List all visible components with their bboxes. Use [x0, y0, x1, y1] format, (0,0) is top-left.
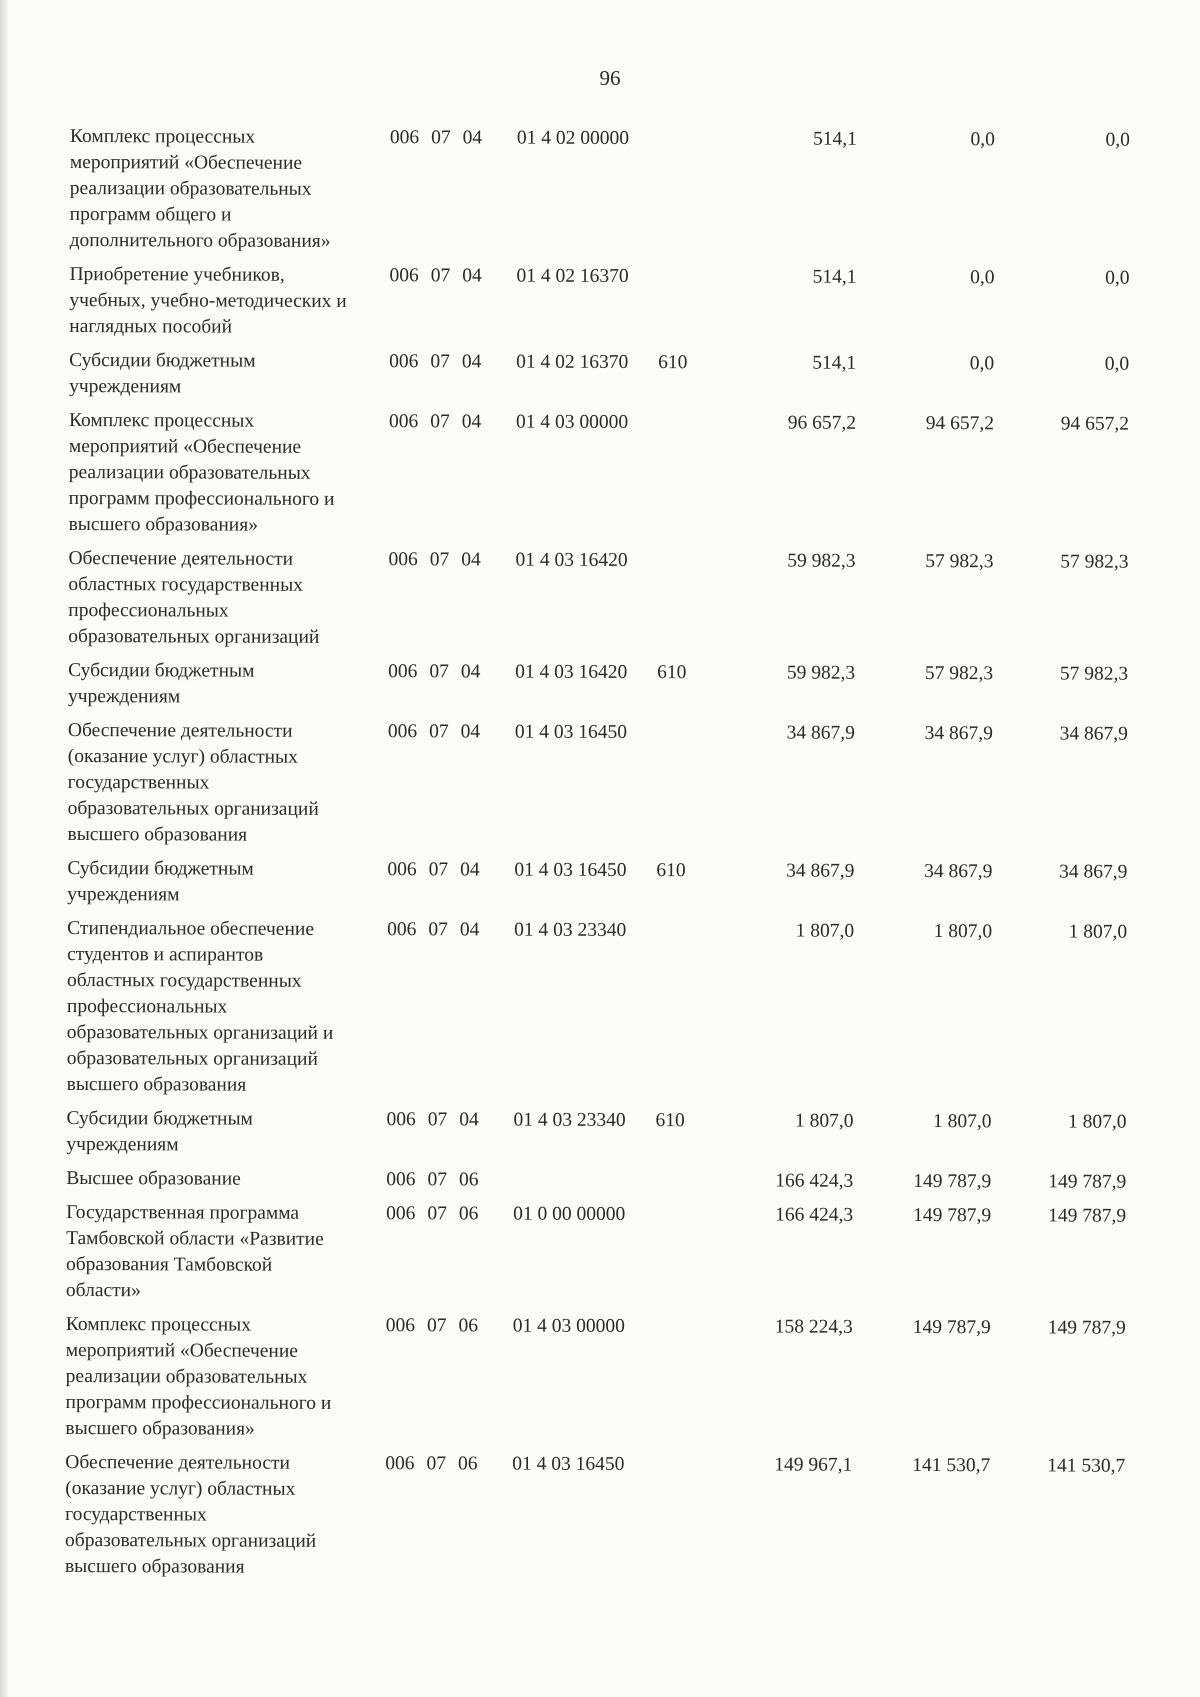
row-codes [386, 1107, 513, 1159]
table-row [68, 546, 1158, 654]
amount-year-2: 0,0 [970, 129, 995, 151]
section-code: 07 [430, 265, 451, 287]
amount-year-3: 1 807,0 [1067, 1111, 1127, 1133]
amount-year-1: 166 424,3 [775, 1204, 854, 1226]
expense-type-code [654, 1314, 712, 1444]
section-code: 07 [428, 919, 448, 941]
subsection-code: 04 [461, 549, 481, 571]
section-code: 07 [430, 351, 450, 373]
row-codes [386, 1167, 513, 1193]
expense-type-code: 610 [656, 860, 686, 882]
amount-year-3: 141 530,7 [1047, 1455, 1126, 1477]
subsection-code: 04 [459, 1109, 479, 1131]
amount-year-2: 57 982,3 [925, 550, 994, 573]
target-article-code: 01 4 03 16450 [514, 721, 628, 743]
amount-year-3: 34 867,9 [1059, 723, 1128, 745]
section-code: 07 [427, 1203, 447, 1225]
amount-year-3: 57 982,3 [1059, 663, 1129, 685]
amount-year-1: 514,1 [812, 352, 857, 374]
table-row [65, 1312, 1155, 1446]
section-code: 07 [427, 1109, 448, 1131]
expense-type-code: 610 [658, 352, 688, 374]
expense-type-code [655, 1202, 713, 1306]
row-codes [385, 1313, 512, 1443]
row-name: Приобретение учебников, учебных, учебно-методических и наглядных пособий [69, 263, 347, 338]
expense-type-code [656, 720, 714, 850]
grbs-code: 006 [388, 661, 418, 683]
row-codes [385, 1451, 512, 1581]
target-article-code: 01 4 03 23340 [514, 919, 627, 941]
amount-year-2: 57 982,3 [924, 662, 994, 685]
grbs-code: 006 [389, 265, 419, 287]
table-row [69, 262, 1159, 344]
expense-type-code: 610 [655, 1110, 685, 1132]
expense-type-code [654, 1452, 712, 1582]
row-codes [388, 659, 515, 711]
grbs-code: 006 [385, 1315, 416, 1337]
expense-type-code [656, 918, 715, 1100]
amount-year-1: 34 867,9 [786, 722, 855, 744]
amount-year-2: 94 657,2 [925, 412, 994, 435]
section-code: 07 [431, 127, 451, 149]
grbs-code: 006 [388, 549, 418, 571]
expense-type-code [659, 126, 717, 256]
row-name: Обеспечение деятельности областных государственных профессиональных образовательных организаций [68, 547, 320, 648]
section-code: 07 [427, 1315, 447, 1337]
table-row [68, 658, 1158, 714]
amount-year-2: 1 807,0 [933, 921, 993, 943]
section-code: 07 [429, 661, 449, 683]
amount-year-3: 149 787,9 [1048, 1171, 1127, 1193]
grbs-code: 006 [387, 721, 418, 743]
table-row [66, 1166, 1156, 1196]
subsection-code: 04 [462, 265, 482, 287]
target-article-code: 01 4 03 23340 [513, 1109, 626, 1131]
row-codes [389, 263, 516, 341]
table-row [69, 408, 1159, 542]
target-article-code: 01 4 03 00000 [512, 1315, 625, 1337]
amount-year-1: 96 657,2 [787, 412, 856, 434]
row-name: Субсидии бюджетным учреждениям [67, 659, 255, 708]
amount-year-1: 514,1 [813, 128, 857, 150]
subsection-code: 04 [460, 721, 481, 743]
target-article-code: 01 4 03 16420 [515, 661, 628, 683]
amount-year-2: 34 867,9 [924, 860, 993, 883]
target-article-code: 01 4 03 16450 [514, 859, 627, 881]
row-name: Субсидии бюджетным учреждениям [69, 349, 256, 398]
expense-type-code [658, 264, 716, 342]
grbs-code: 006 [388, 411, 419, 433]
table-row [66, 1106, 1156, 1162]
row-name: Обеспечение деятельности (оказание услуг) областных государственных образовательных организаций высшего образования [64, 1451, 317, 1578]
subsection-code: 04 [462, 127, 483, 149]
amount-year-1: 1 807,0 [795, 920, 855, 942]
row-name: Субсидии бюджетным учреждениям [66, 1107, 253, 1156]
expense-type-code: 610 [657, 662, 687, 684]
amount-year-2: 149 787,9 [912, 1316, 991, 1339]
amount-year-1: 158 224,3 [774, 1316, 853, 1338]
amount-year-1: 59 982,3 [786, 662, 856, 684]
subsection-code: 04 [459, 919, 480, 941]
grbs-code: 006 [385, 1453, 415, 1475]
section-code: 07 [429, 549, 450, 571]
target-article-code: 01 4 03 16420 [515, 549, 628, 571]
amount-year-2: 141 530,7 [912, 1454, 991, 1477]
row-name: Комплекс процессных мероприятий «Обеспечение реализации образовательных программ профессионального и высшего образования» [68, 409, 335, 536]
expense-type-code [658, 410, 716, 540]
row-name: Стипендиальное обеспечение студентов и аспирантов областных государственных профессиональных образовательных организаций и образовательных организаций высшего образования [66, 917, 334, 1096]
row-codes [389, 349, 516, 401]
grbs-code: 006 [389, 351, 419, 373]
subsection-code: 04 [461, 351, 482, 373]
section-code: 07 [429, 721, 449, 743]
target-article-code: 01 4 02 00000 [516, 127, 630, 149]
amount-year-3: 34 867,9 [1059, 861, 1128, 883]
row-name: Комплекс процессных мероприятий «Обеспечение реализации образовательных программ общего и дополнительного образования» [69, 125, 331, 252]
amount-year-1: 149 967,1 [774, 1454, 853, 1476]
target-article-code: 01 4 02 16370 [516, 351, 629, 373]
target-article-code: 01 4 03 16450 [512, 1453, 625, 1475]
row-codes [386, 1201, 513, 1305]
grbs-code: 006 [386, 1203, 416, 1225]
target-article-code: 01 0 00 00000 [513, 1203, 626, 1225]
subsection-code: 06 [458, 1315, 479, 1337]
amount-year-1: 59 982,3 [787, 550, 856, 572]
subsection-code: 06 [459, 1169, 479, 1191]
row-codes [388, 547, 515, 651]
row-codes [390, 125, 517, 255]
budget-table [65, 124, 1160, 1592]
amount-year-2: 34 867,9 [924, 722, 993, 745]
row-name: Субсидии бюджетным учреждениям [67, 857, 254, 906]
section-code: 07 [428, 859, 449, 881]
table-row [65, 1450, 1155, 1584]
subsection-code: 06 [458, 1203, 479, 1225]
row-codes [387, 857, 514, 909]
row-codes [387, 917, 515, 1099]
expense-type-code [657, 548, 715, 652]
amount-year-1: 166 424,3 [775, 1170, 854, 1192]
subsection-code: 06 [458, 1453, 478, 1475]
row-codes [389, 409, 516, 539]
grbs-code: 006 [387, 859, 417, 881]
target-article-code: 01 4 02 16370 [516, 265, 629, 287]
expense-type-code [655, 1168, 713, 1194]
amount-year-1: 1 807,0 [794, 1110, 854, 1132]
amount-year-2: 0,0 [969, 353, 995, 375]
row-name: Государственная программа Тамбовской области «Развитие образования Тамбовской области» [65, 1201, 324, 1302]
target-article-code: 01 4 03 00000 [515, 411, 629, 433]
table-row [70, 124, 1160, 258]
grbs-code: 006 [386, 1169, 416, 1191]
table-row [67, 856, 1157, 912]
table-row [67, 916, 1158, 1102]
amount-year-3: 149 787,9 [1047, 1317, 1126, 1339]
amount-year-3: 0,0 [1104, 353, 1130, 375]
amount-year-2: 0,0 [970, 267, 995, 289]
page-number: 96 [599, 66, 621, 90]
amount-year-3: 149 787,9 [1048, 1205, 1127, 1227]
subsection-code: 04 [460, 859, 480, 881]
amount-year-3: 0,0 [1105, 129, 1130, 151]
section-code: 07 [426, 1453, 447, 1475]
grbs-code: 006 [389, 127, 420, 149]
amount-year-1: 514,1 [812, 266, 857, 288]
section-code: 07 [427, 1169, 448, 1191]
grbs-code: 006 [386, 1109, 416, 1131]
amount-year-2: 149 787,9 [913, 1204, 992, 1227]
amount-year-3: 1 807,0 [1068, 921, 1128, 943]
amount-year-1: 34 867,9 [786, 860, 855, 882]
row-codes [387, 719, 514, 849]
amount-year-2: 1 807,0 [932, 1111, 992, 1133]
subsection-code: 04 [460, 661, 481, 683]
table-row [67, 718, 1157, 852]
row-name: Высшее образование [66, 1167, 241, 1190]
amount-year-3: 57 982,3 [1060, 551, 1129, 573]
table-row [66, 1200, 1156, 1308]
amount-year-3: 94 657,2 [1060, 413, 1129, 435]
grbs-code: 006 [387, 919, 417, 941]
scan-edge-shadow [0, 0, 8, 1697]
table-row [69, 348, 1159, 404]
row-name: Обеспечение деятельности (оказание услуг) областных государственных образовательных организаций высшего образования [67, 719, 319, 846]
subsection-code: 04 [461, 411, 482, 433]
amount-year-2: 149 787,9 [913, 1170, 992, 1193]
row-name: Комплекс процессных мероприятий «Обеспечение реализации образовательных программ профессионального и высшего образования» [65, 1313, 332, 1440]
section-code: 07 [430, 411, 450, 433]
target-article-code [513, 1168, 655, 1194]
amount-year-3: 0,0 [1105, 267, 1130, 289]
